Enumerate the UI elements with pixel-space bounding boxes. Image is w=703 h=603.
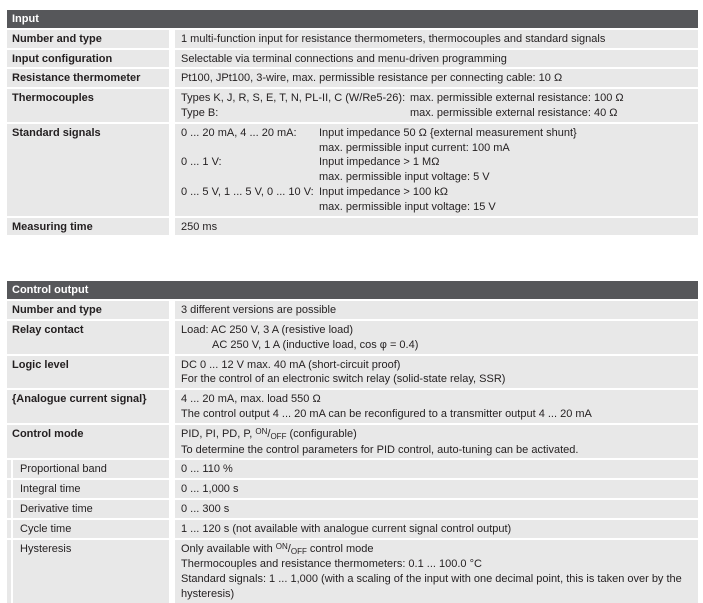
- signal-spec-line: Input impedance 50 Ω {external measurement shunt}: [319, 126, 577, 139]
- control-mode-text: (configurable): [286, 427, 357, 440]
- row-label: Control mode: [7, 425, 169, 459]
- row-label: Number and type: [7, 30, 169, 48]
- row-label: Cycle time: [13, 520, 169, 538]
- row-label: Resistance thermometer: [7, 69, 169, 87]
- row-label: Measuring time: [7, 218, 169, 236]
- row-value: Pt100, JPt100, 3-wire, max. permissible resistance per connecting cable: 10 Ω: [175, 69, 698, 87]
- subrow-indent-strip: [7, 540, 11, 603]
- thermocouple-types: Types K, J, R, S, E, T, N, PL-II, C (W/Re5-26):: [181, 92, 406, 105]
- signal-spec-line: Input impedance > 1 MΩ: [319, 156, 440, 169]
- row-value: [175, 390, 698, 423]
- subrow-indent-strip: [7, 500, 11, 518]
- row-value: [175, 124, 698, 216]
- subrow-indent-strip: [7, 460, 11, 478]
- table-row-measuring-time: [7, 218, 698, 236]
- signal-spec: [319, 126, 577, 156]
- on-off-separator: /: [287, 542, 291, 555]
- table-subrow-cycle-time: [7, 520, 698, 538]
- off-subscript: OFF: [290, 546, 307, 556]
- row-label: Integral time: [13, 480, 169, 498]
- control-output-table: [7, 281, 698, 602]
- on-superscript: ON: [255, 426, 268, 436]
- relay-load-line: Load: AC 250 V, 3 A (resistive load): [181, 323, 354, 336]
- hysteresis-line: Thermocouples and resistance thermometers: 0.1 ... 100.0 °C: [181, 558, 482, 571]
- row-value: 1 ... 120 s (not available with analogue current signal control output): [175, 520, 698, 538]
- relay-load-line: AC 250 V, 1 A (inductive load, cos φ = 0.4): [212, 338, 419, 351]
- thermocouple-resistance: max. permissible external resistance: 100 Ω: [410, 92, 624, 105]
- row-value: [175, 321, 698, 354]
- row-label: Hysteresis: [13, 540, 169, 603]
- signal-spec-line: Input impedance > 100 kΩ: [319, 185, 449, 198]
- table-row-number-and-type: [7, 30, 698, 48]
- table-row-standard-signals: [7, 124, 698, 216]
- table-subrow-hysteresis: [7, 540, 698, 603]
- subrow-indent-strip: [7, 520, 11, 538]
- table-row-number-and-type: [7, 301, 698, 319]
- row-label: Proportional band: [13, 460, 169, 478]
- thermocouple-types: Type B:: [181, 106, 219, 119]
- row-label: Standard signals: [7, 124, 169, 216]
- analogue-signal-line: The control output 4 ... 20 mA can be reconfigured to a transmitter output 4 ... 20 mA: [181, 407, 592, 420]
- table-row-resistance-thermometer: [7, 69, 698, 87]
- on-superscript: ON: [275, 541, 288, 551]
- hysteresis-line: [181, 542, 692, 558]
- input-table: [7, 10, 698, 235]
- row-value: 0 ... 1,000 s: [175, 480, 698, 498]
- analogue-signal-line: 4 ... 20 mA, max. load 550 Ω: [181, 393, 321, 406]
- signal-spec-line: max. permissible input voltage: 15 V: [319, 200, 496, 213]
- row-value: 250 ms: [175, 218, 698, 236]
- row-value: Selectable via terminal connections and menu-driven programming: [175, 50, 698, 68]
- row-label: Thermocouples: [7, 89, 169, 122]
- signal-spec: [319, 155, 490, 185]
- control-mode-text: PID, PI, PD, P,: [181, 427, 256, 440]
- on-off-separator: /: [267, 427, 271, 440]
- signal-range: 0 ... 20 mA, 4 ... 20 mA:: [181, 126, 297, 139]
- thermocouple-line: [181, 91, 692, 106]
- hysteresis-text: Only available with: [181, 542, 276, 555]
- signal-range: 0 ... 5 V, 1 ... 5 V, 0 ... 10 V:: [181, 185, 314, 198]
- row-value: 3 different versions are possible: [175, 301, 698, 319]
- table-subrow-integral-time: [7, 480, 698, 498]
- logic-level-line: DC 0 ... 12 V max. 40 mA (short-circuit proof): [181, 358, 401, 371]
- control-mode-line: [181, 427, 692, 443]
- row-label: Input configuration: [7, 50, 169, 68]
- row-value: 1 multi-function input for resistance thermometers, thermocouples and standard signals: [175, 30, 698, 48]
- signal-group: [181, 155, 692, 185]
- table-row-relay-contact: [7, 321, 698, 354]
- row-value: [175, 89, 698, 122]
- table-subrow-proportional-band: [7, 460, 698, 478]
- signal-group: [181, 185, 692, 215]
- signal-spec: [319, 185, 496, 215]
- signal-range: 0 ... 1 V:: [181, 156, 222, 169]
- off-subscript: OFF: [270, 431, 287, 441]
- logic-level-line: For the control of an electronic switch relay (solid-state relay, SSR): [181, 373, 506, 386]
- thermocouple-line: [181, 106, 692, 121]
- row-value: [175, 425, 698, 459]
- row-value: [175, 356, 698, 389]
- hysteresis-line: Standard signals: 1 ... 1,000 (with a scaling of the input with one decimal point, this is taken over by the hysteresis): [181, 573, 682, 600]
- input-table-title: Input: [12, 13, 39, 25]
- signal-spec-line: max. permissible input current: 100 mA: [319, 141, 510, 154]
- row-label: {Analogue current signal}: [7, 390, 169, 423]
- row-label: Derivative time: [13, 500, 169, 518]
- signal-spec-line: max. permissible input voltage: 5 V: [319, 171, 490, 184]
- input-table-header: [7, 10, 698, 28]
- row-value: 0 ... 300 s: [175, 500, 698, 518]
- table-subrow-derivative-time: [7, 500, 698, 518]
- row-label: Number and type: [7, 301, 169, 319]
- row-label: Logic level: [7, 356, 169, 389]
- row-value: 0 ... 110 %: [175, 460, 698, 478]
- table-row-logic-level: [7, 356, 698, 389]
- table-row-input-configuration: [7, 50, 698, 68]
- thermocouple-resistance: max. permissible external resistance: 40 Ω: [410, 106, 618, 119]
- row-value: [175, 540, 698, 603]
- row-label: Relay contact: [7, 321, 169, 354]
- signal-group: [181, 126, 692, 156]
- table-row-control-mode: [7, 425, 698, 459]
- control-output-table-title: Control output: [12, 284, 89, 297]
- subrow-indent-strip: [7, 480, 11, 498]
- control-mode-line: To determine the control parameters for PID control, auto-tuning can be activated.: [181, 443, 579, 456]
- table-row-analogue-current-signal: [7, 390, 698, 423]
- hysteresis-text: control mode: [306, 542, 374, 555]
- control-output-table-header: [7, 281, 698, 299]
- table-row-thermocouples: [7, 89, 698, 122]
